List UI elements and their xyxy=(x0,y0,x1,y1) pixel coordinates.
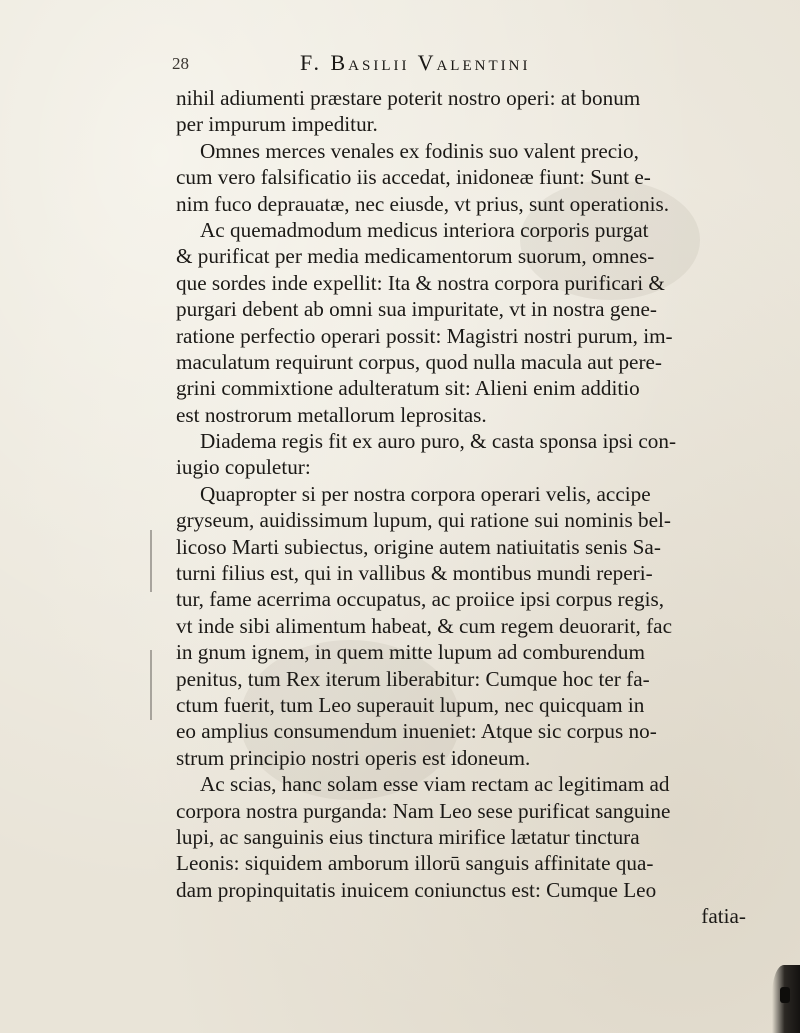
text-line: vt inde sibi alimentum habeat, & cum regem deuorarit, fac xyxy=(176,613,672,638)
margin-mark xyxy=(150,650,152,720)
text-line: turni filius est, qui in vallibus & montibus mundi reperi- xyxy=(176,561,653,586)
text-line: que sordes inde expellit: Ita & nostra corpora purificari & xyxy=(176,270,665,295)
text-line: iugio copuletur: xyxy=(176,455,311,480)
body-text xyxy=(176,85,776,930)
text-line: Diadema regis fit ex auro puro, & casta sponsa ipsi con- xyxy=(200,429,676,454)
text-line: Ac scias, hanc solam esse viam rectam ac legitimam ad xyxy=(200,772,670,797)
text-line: per impurum impeditur. xyxy=(176,112,378,137)
text-line: licoso Marti subiectus, origine autem natiuitatis senis Sa- xyxy=(176,534,661,559)
text-line: ctum fuerit, tum Leo superauit lupum, nec quicquam in xyxy=(176,692,645,717)
text-line: cum vero falsificatio iis accedat, inidoneæ fiunt: Sunt e- xyxy=(176,165,651,190)
text-line: Quapropter si per nostra corpora operari velis, accipe xyxy=(200,481,651,506)
text-line: strum principio nostri operis est idoneum. xyxy=(176,745,531,770)
text-line: corpora nostra purganda: Nam Leo sese purificat sanguine xyxy=(176,798,671,823)
text-line: dam propinquitatis inuicem coniunctus est: Cumque Leo xyxy=(176,877,657,902)
running-head: F. Basilii Valentini xyxy=(300,50,531,75)
text-line: eo amplius consumendum inueniet: Atque sic corpus no- xyxy=(176,719,657,744)
text-line: est nostrorum metallorum leprositas. xyxy=(176,402,487,427)
text-line: Omnes merces venales ex fodinis suo valent precio, xyxy=(200,138,639,163)
text-line: tur, fame acerrima occupatus, ac proiice ipsi corpus regis, xyxy=(176,587,665,612)
text-line: Leonis: siquidem amborum illorū sanguis affinitate qua- xyxy=(176,851,654,876)
text-line: & purificat per media medicamentorum suorum, omnes- xyxy=(176,244,655,269)
text-line: Ac quemadmodum medicus interiora corporis purgat xyxy=(200,217,649,242)
text-line: nim fuco deprauatæ, nec eiusde, vt prius, sunt operationis. xyxy=(176,191,670,216)
text-line: lupi, ac sanguinis eius tinctura mirifice lætatur tinctura xyxy=(176,824,640,849)
text-line: ratione perfectio operari possit: Magistri nostri purum, im- xyxy=(176,323,673,348)
page-corner-speck xyxy=(780,987,790,1003)
catchword: fatia- xyxy=(701,904,746,929)
text-line: penitus, tum Rex iterum liberabitur: Cumque hoc ter fa- xyxy=(176,666,650,691)
text-line: maculatum requirunt corpus, quod nulla macula aut pere- xyxy=(176,349,662,374)
text-line: purgari debent ab omni sua impuritate, vt in nostra gene- xyxy=(176,297,657,322)
text-line: grini commixtione adulteratum sit: Alieni enim additio xyxy=(176,376,640,401)
page-header xyxy=(172,50,762,80)
margin-mark xyxy=(150,530,152,592)
page-number: 28 xyxy=(172,54,189,73)
text-line: in gnum ignem, in quem mitte lupum ad comburendum xyxy=(176,640,646,665)
text-line: gryseum, auidissimum lupum, qui ratione sui nominis bel- xyxy=(176,508,671,533)
text-line: nihil adiumenti præstare poterit nostro operi: at bonum xyxy=(176,86,641,110)
